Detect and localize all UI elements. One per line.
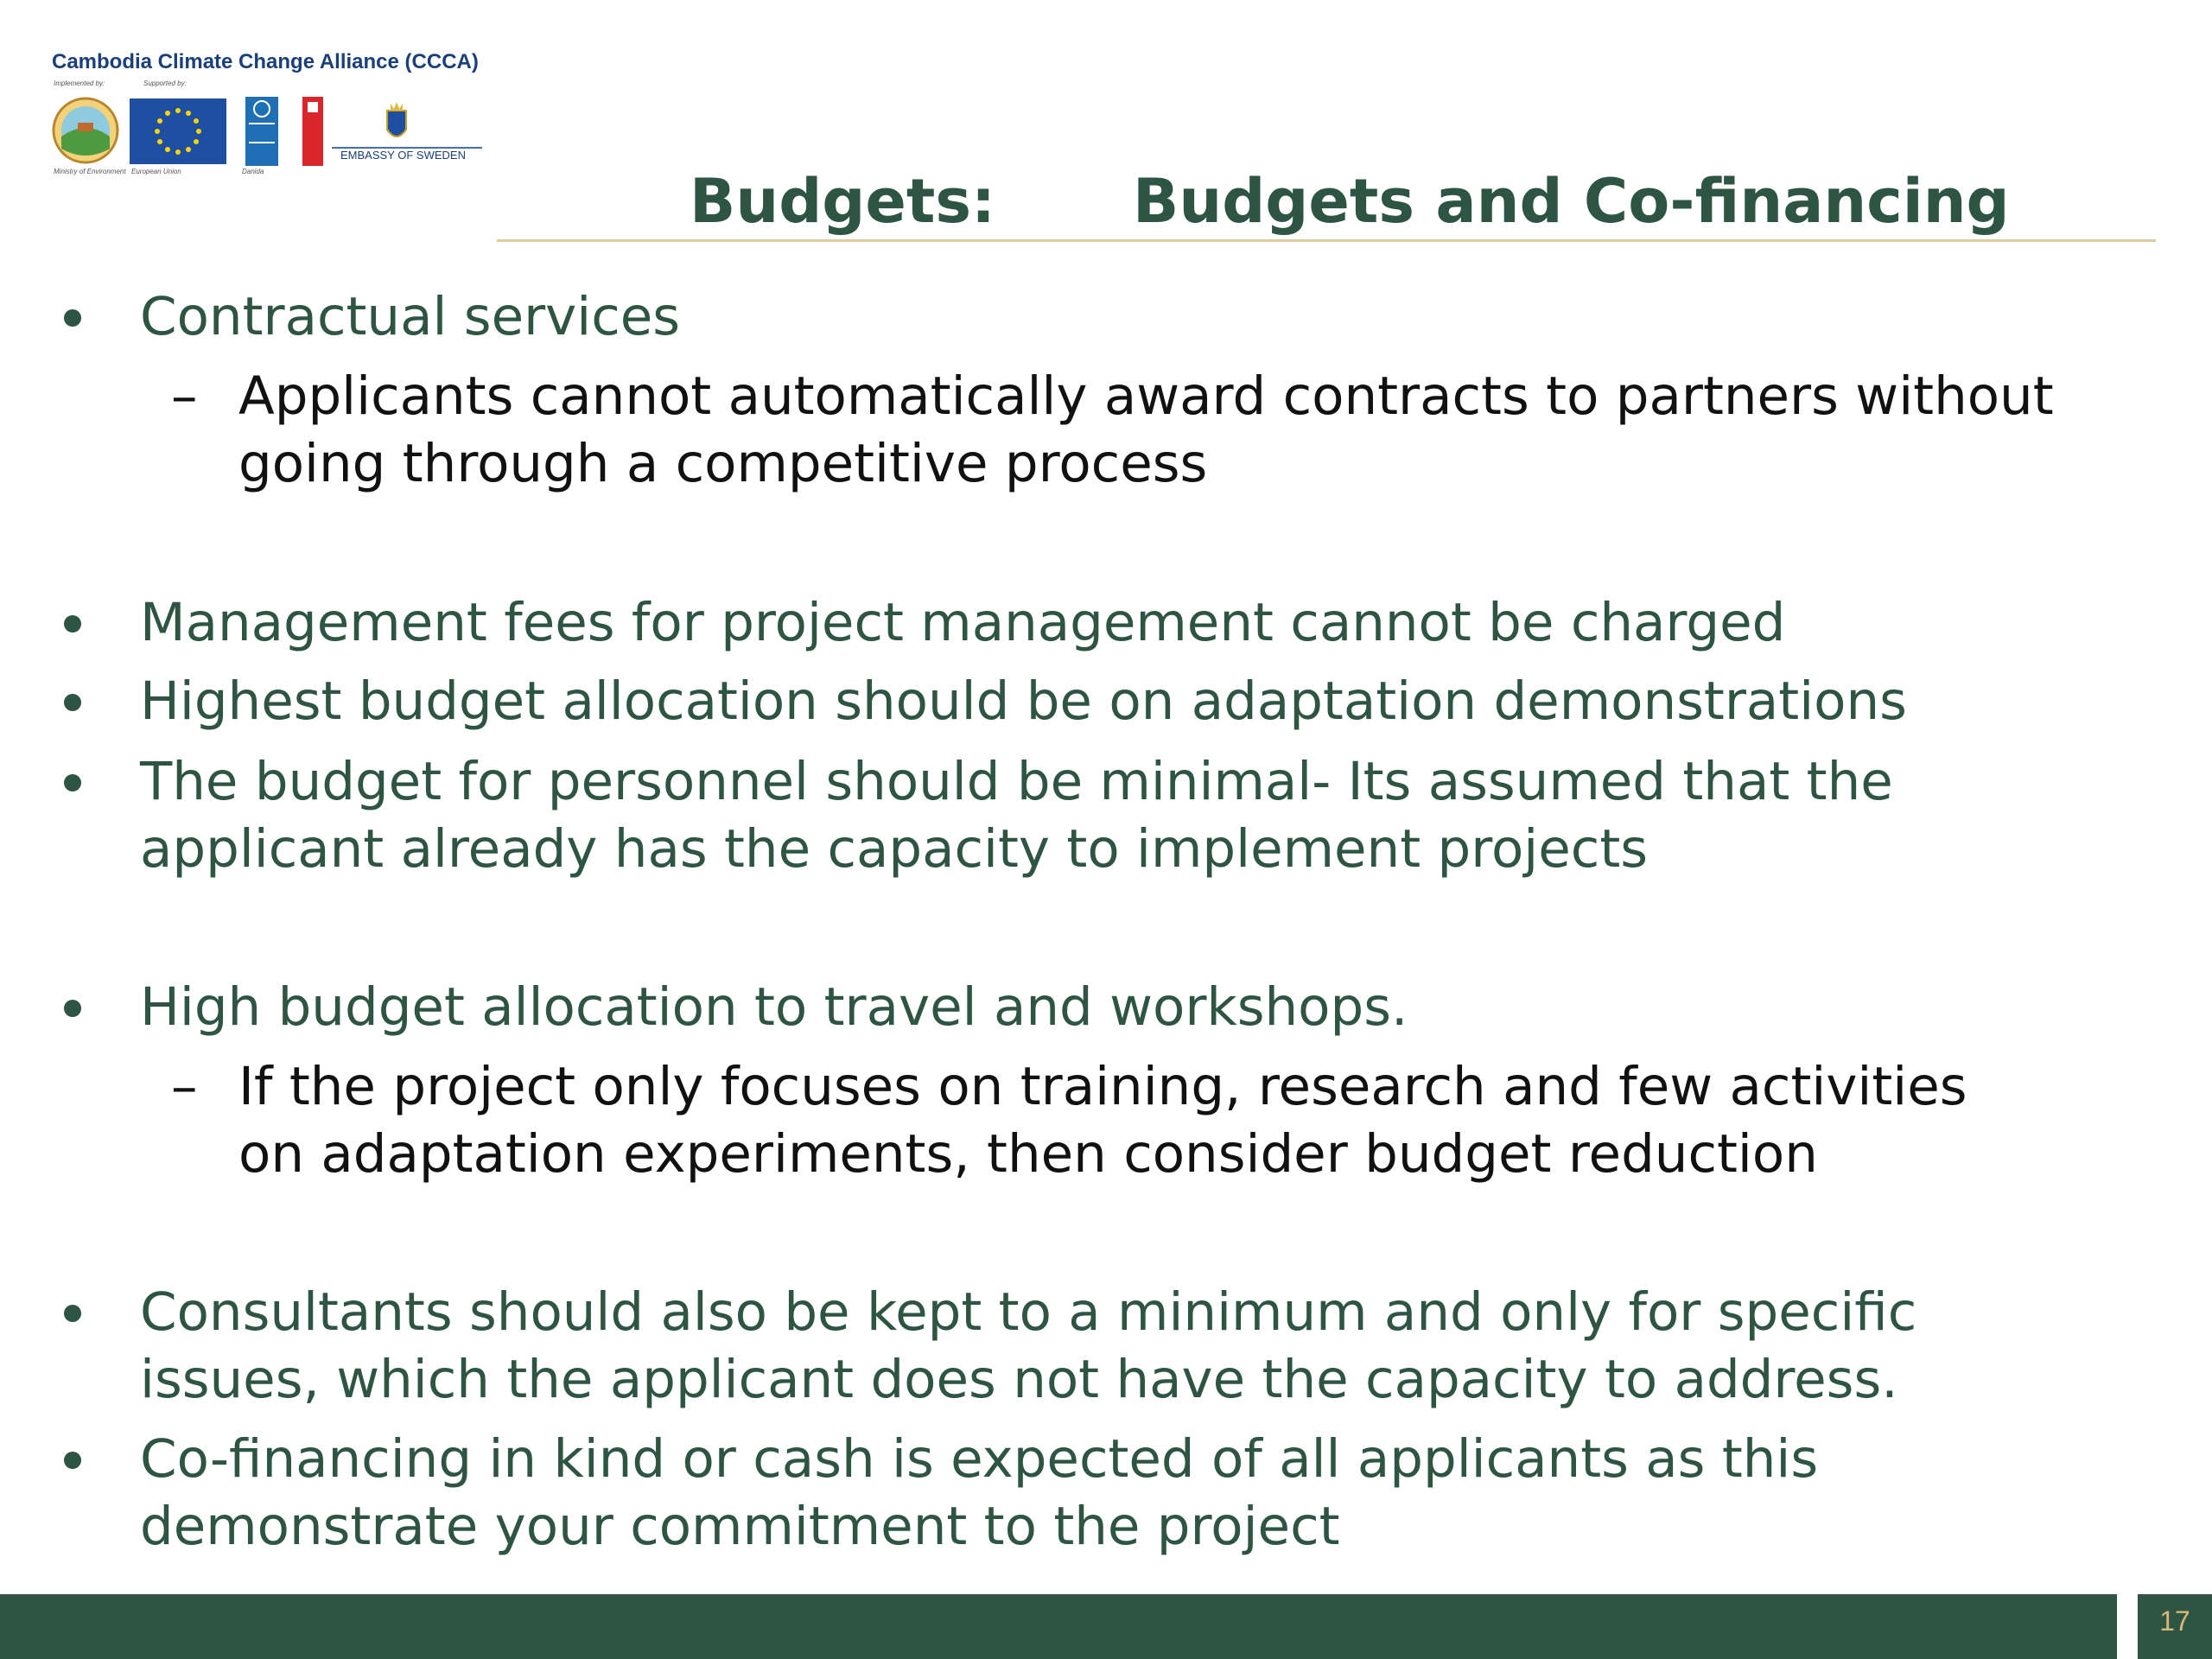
bullet-icon bbox=[64, 774, 81, 791]
logo-implemented-by: Implemented by: bbox=[54, 79, 105, 87]
bullet-travel-workshops: High budget allocation to travel and workshops. bbox=[140, 976, 1408, 1038]
sub-bullet-training-line-2: on adaptation experiments, then consider budget reduction bbox=[238, 1123, 1818, 1185]
logo-supported-by: Supported by: bbox=[143, 79, 187, 87]
bullet-icon bbox=[64, 1305, 81, 1322]
eu-flag-icon bbox=[130, 99, 226, 164]
page-number: 17 bbox=[2159, 1605, 2190, 1637]
bullet-cofinancing-line-1: Co-financing in kind or cash is expected of all applicants as this bbox=[140, 1428, 1819, 1490]
dash-icon: – bbox=[171, 365, 198, 427]
logo-ministry-label: Ministry of Environment bbox=[54, 168, 126, 175]
logo-danida-label: Danida bbox=[242, 168, 264, 175]
footer-bar bbox=[0, 1594, 2117, 1659]
bullet-contractual-services: Contractual services bbox=[140, 286, 681, 347]
bullet-consultants-line-2: issues, which the applicant does not have the capacity to address. bbox=[140, 1349, 1898, 1410]
undp-logo-icon bbox=[245, 97, 278, 166]
danida-logo-icon bbox=[302, 97, 323, 166]
title-rule bbox=[497, 239, 2156, 242]
ccca-logo bbox=[50, 50, 482, 188]
bullet-icon bbox=[64, 309, 81, 327]
bullet-icon bbox=[64, 615, 81, 632]
ministry-emblem-icon bbox=[52, 97, 119, 164]
title-prefix: Budgets: bbox=[690, 166, 995, 237]
bullet-personnel-line-2: applicant already has the capacity to implement projects bbox=[140, 818, 1649, 880]
bullet-icon bbox=[64, 1452, 81, 1469]
logo-eu-label: European Union bbox=[131, 168, 181, 175]
bullet-cofinancing-line-2: demonstrate your commitment to the project bbox=[140, 1496, 1340, 1557]
bullet-highest-allocation: Highest budget allocation should be on adaptation demonstrations bbox=[140, 671, 1907, 732]
bullet-consultants-line-1: Consultants should also be kept to a minimum and only for specific bbox=[140, 1281, 1917, 1343]
dash-icon: – bbox=[171, 1056, 198, 1117]
bullet-management-fees: Management fees for project management cannot be charged bbox=[140, 592, 1786, 653]
sub-bullet-contracts-line-1: Applicants cannot automatically award contracts to partners without bbox=[238, 365, 2054, 427]
bullet-personnel-line-1: The budget for personnel should be minimal- Its assumed that the bbox=[140, 751, 1893, 812]
logo-org-name: Cambodia Climate Change Alliance (CCCA) bbox=[52, 50, 479, 73]
bullet-icon bbox=[64, 694, 81, 711]
sub-bullet-contracts-line-2: going through a competitive process bbox=[238, 433, 1208, 494]
sub-bullet-training-line-1: If the project only focuses on training, research and few activities bbox=[238, 1056, 1967, 1117]
bullet-icon bbox=[64, 1000, 81, 1017]
page-title: Budgets and Co-financing bbox=[1133, 166, 2010, 237]
sweden-crest-icon bbox=[384, 100, 410, 145]
logo-sweden-label: EMBASSY OF SWEDEN bbox=[340, 149, 466, 162]
